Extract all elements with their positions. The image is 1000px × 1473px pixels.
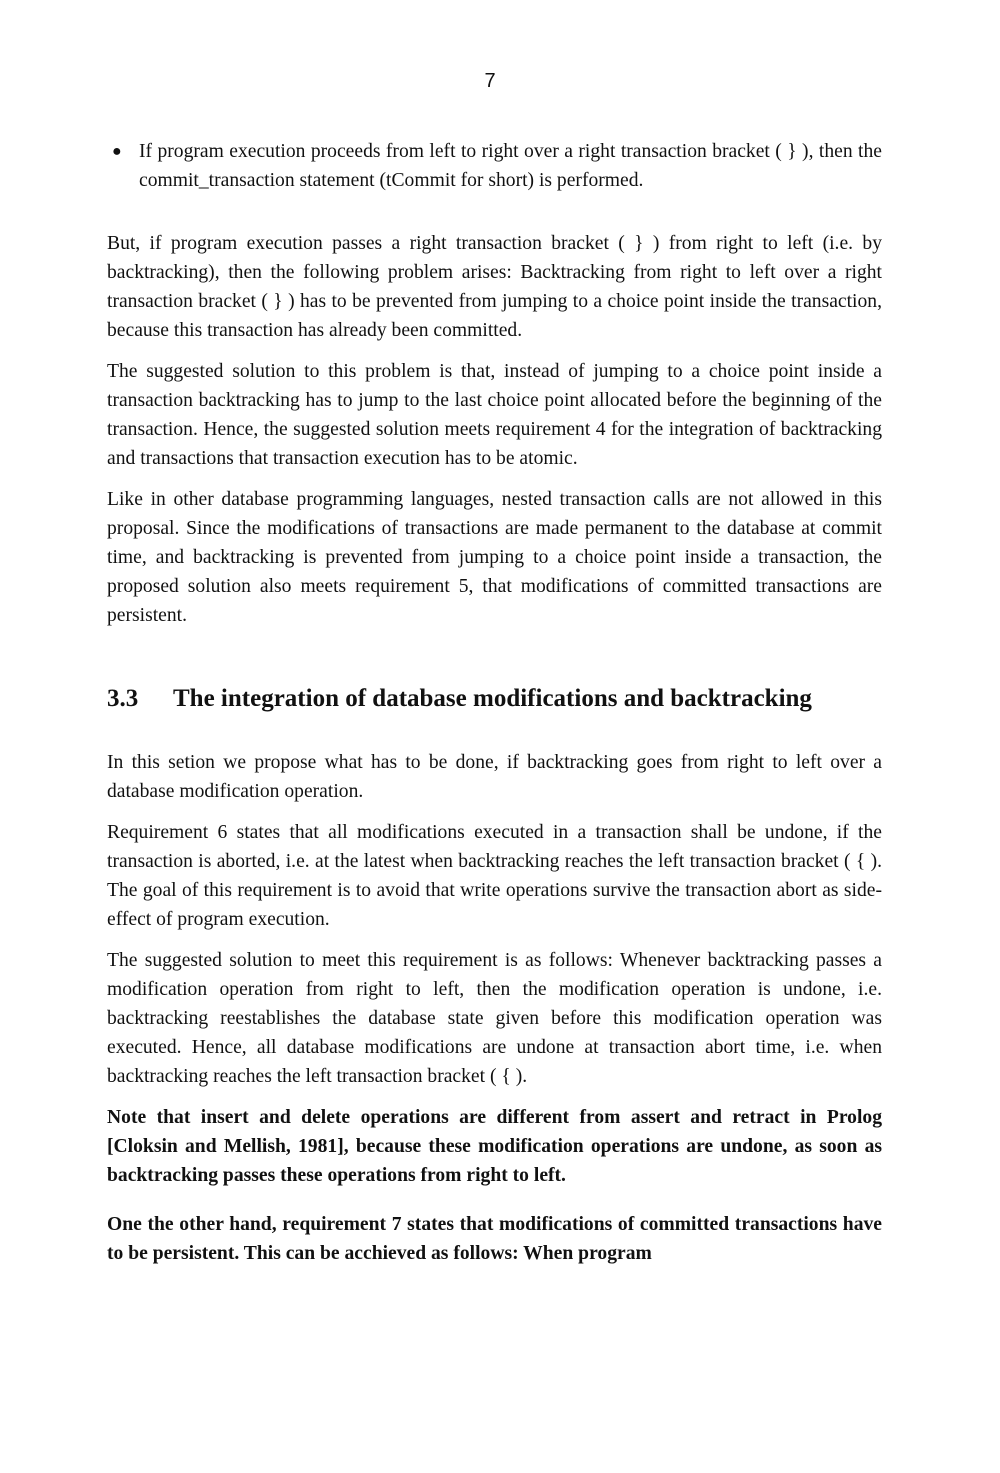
paragraph-backtracking-problem: But, if program execution passes a right transaction bracket ( } ) from right to left (i.e. by backtracking), then the following problem arises: Backtracking from right to left over a right transaction bracket ( } ) has to be prevented from jumping to a choice point inside the transaction, because this transaction has already been committed. [107,233,882,341]
bullet-list-item [107,137,882,195]
bullet-text: If program execution proceeds from left to right over a right transaction bracket ( } ), then the commit_transaction statement (tCommit for short) is performed. [139,141,882,191]
paragraph-undo-solution: The suggested solution to meet this requirement is as follows: Whenever backtracking passes a modification operation from right to left, then the modification operation is undone, i.e. backtracking reestablishes the database state given before this modification operation was executed. Hence, all database modifications are undone at transaction abort time, i.e. when backtracking reaches the left transaction bracket ( { ). [107,950,882,1087]
bullet-icon: ● [112,143,122,160]
section-number: 3.3 [107,685,139,712]
page-number: 7 [484,70,496,92]
paragraph-nested-transactions: Like in other database programming languages, nested transaction calls are not allowed in this proposal. Since the modifications of transactions are made permanent to the database at commit time, and backtracking is prevented from jumping to a choice point inside a transaction, the proposed solution also meets requirement 5, that modifications of committed transactions are persistent. [107,489,882,626]
paragraph-suggested-solution: The suggested solution to this problem is that, instead of jumping to a choice point inside a transaction backtracking has to jump to the last choice point allocated before the beginning of the transaction. Hence, the suggested solution meets requirement 4 for the integration of backtracking and transactions that transaction execution has to be atomic. [107,361,882,469]
paragraph-section-intro: In this setion we propose what has to be done, if backtracking goes from right to left over a database modification operation. [107,752,882,802]
paragraph-requirement-6: Requirement 6 states that all modifications executed in a transaction shall be undone, if the transaction is aborted, i.e. at the latest when backtracking reaches the left transaction bracket ( { ). The goal of this requirement is to avoid that write operations survive the transaction abort as side-effect of program execution. [107,822,882,930]
section-title: The integration of database modifications and backtracking [173,685,812,712]
paragraph-insert-delete-note: Note that insert and delete operations are different from assert and retract in Prolog [Cloksin and Mellish, 1981], because these modification operations are undone, as soon as backtracking passes these operations from right to left. [107,1107,882,1186]
section-heading [107,682,882,716]
page-body [107,137,882,1268]
paragraph-requirement-7: One the other hand, requirement 7 states that modifications of committed transactions have to be persistent. This can be acchieved as follows: When program [107,1214,882,1264]
